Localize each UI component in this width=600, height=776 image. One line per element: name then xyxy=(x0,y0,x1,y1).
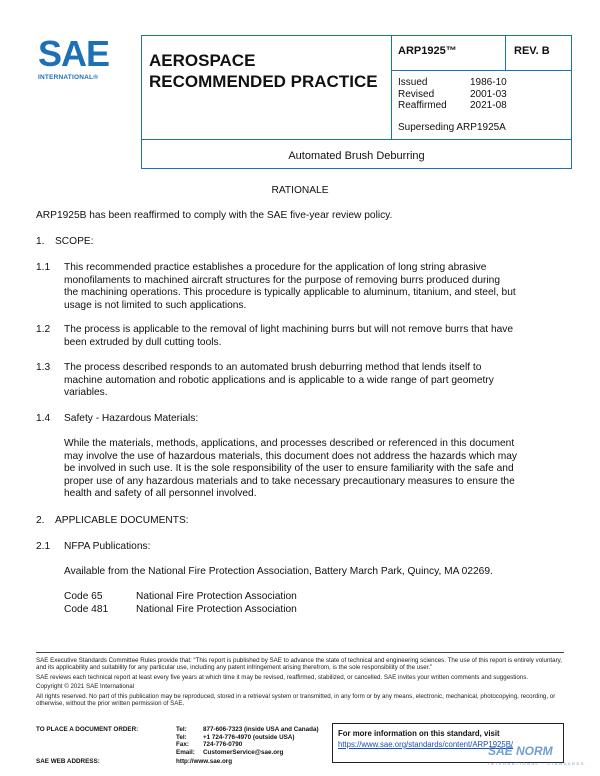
rationale-text: ARP1925B has been reaffirmed to comply with the SAE five-year review policy. xyxy=(36,210,393,221)
section-2-heading: APPLICABLE DOCUMENTS: xyxy=(55,515,189,526)
section-1-4-paragraph: While the materials, methods, applications, and processes described or referenced in this document may involve the use of hazardous materials, this document does not address the hazards which may be involved in such use. It is the sole responsibility of the user to ensure familiarity with the safe and proper use of any hazardous materials and to take necessary precautionary measures to ensure the health and safety of all personnel involved. xyxy=(64,438,518,500)
section-1-2-text: The process is applicable to the removal of light machining burrs but will not remove burrs that have been extruded by dull cutting tools. xyxy=(64,324,514,348)
order-contact: TO PLACE A DOCUMENT ORDER: Tel: 877-606-7323 (inside USA and Canada) Tel: +1 724-776-4970 (outside USA) Fax: 724-776-0790 Email: CustomerService@sae.org SAE WEB ADDRESS: http://www.sae.org xyxy=(36,726,319,766)
document-title: Automated Brush Deburring xyxy=(288,150,425,162)
logo-main: SAE xyxy=(38,33,110,74)
footer-legal: SAE Executive Standards Committee Rules provide that: “This report is published by SAE to advance the state of technical and engineering sciences. The use of this report is entirely voluntary, and its applicability and suitability for any particular use, including any patent infringement arising therefrom, is the sole responsibility of the user.” SAE reviews each technical report at least every five years at which time it may be revised, reaffirmed, stabilized, or cancelled. SAE invites your written comments and suggestions. Copyright © 2021 SAE International All rights reserved. No part of this publication may be reproduced, stored in a retrieval system or transmitted, in any form or by any means, electronic, mechanical, photocopying, recording, or otherwise, without the prior written permission of SAE. xyxy=(36,657,562,708)
doc-number: ARP1925™ xyxy=(398,45,457,57)
watermark: SAE NORM xyxy=(488,744,553,758)
info-heading: For more information on this standard, visit xyxy=(338,729,500,738)
section-1-heading: SCOPE: xyxy=(55,236,94,247)
section-2-1-number: 2.1 xyxy=(36,541,51,552)
watermark-sub: INTERNATIONAL · STANDARDS xyxy=(488,761,585,766)
section-1-4-number: 1.4 xyxy=(36,413,51,424)
list-item: Code 65 National Fire Protection Association xyxy=(64,591,297,602)
doc-type: AEROSPACE RECOMMENDED PRACTICE xyxy=(149,51,378,91)
revision-label: REV. B xyxy=(514,45,550,57)
standard-link[interactable]: https://www.sae.org/standards/content/ARP1925B/ xyxy=(338,740,514,749)
section-1-number: 1. xyxy=(36,236,45,247)
code-list xyxy=(64,591,297,616)
section-1-4-heading: Safety - Hazardous Materials: xyxy=(64,413,199,424)
rationale-heading: RATIONALE xyxy=(271,185,329,196)
header-box xyxy=(141,35,572,169)
sae-logo xyxy=(38,33,120,81)
superseding-label: Superseding ARP1925A xyxy=(398,122,506,133)
footer-divider xyxy=(36,652,564,653)
list-item: Code 481 National Fire Protection Association xyxy=(64,603,297,615)
section-1-1-text: This recommended practice establishes a procedure for the application of long string abrasive monofilaments to machined aircraft structures for the purpose of removing burrs produced during the machining operations. This procedure is typically applicable to aluminum, titanium, and steel, but usage is not limited to such applications. xyxy=(64,262,516,311)
logo-sub: INTERNATIONAL® xyxy=(38,74,99,81)
section-1-1-number: 1.1 xyxy=(36,262,51,273)
section-2-1-heading: NFPA Publications: xyxy=(64,541,151,552)
section-1-3-text: The process described responds to an automated brush deburring method that lends itself to machine automation and robotic applications and is applicable to a wide range of part geometry variables. xyxy=(64,362,494,399)
section-1-3-number: 1.3 xyxy=(36,362,51,373)
section-2-1-paragraph: Available from the National Fire Protection Association, Battery March Park, Quincy, MA 02269. xyxy=(64,566,493,577)
date-table: Issued 1986-10 Revised 2001-03 Reaffirmed 2021-08 xyxy=(398,77,507,111)
section-2-number: 2. xyxy=(36,515,45,526)
section-1-2-number: 1.2 xyxy=(36,324,51,335)
